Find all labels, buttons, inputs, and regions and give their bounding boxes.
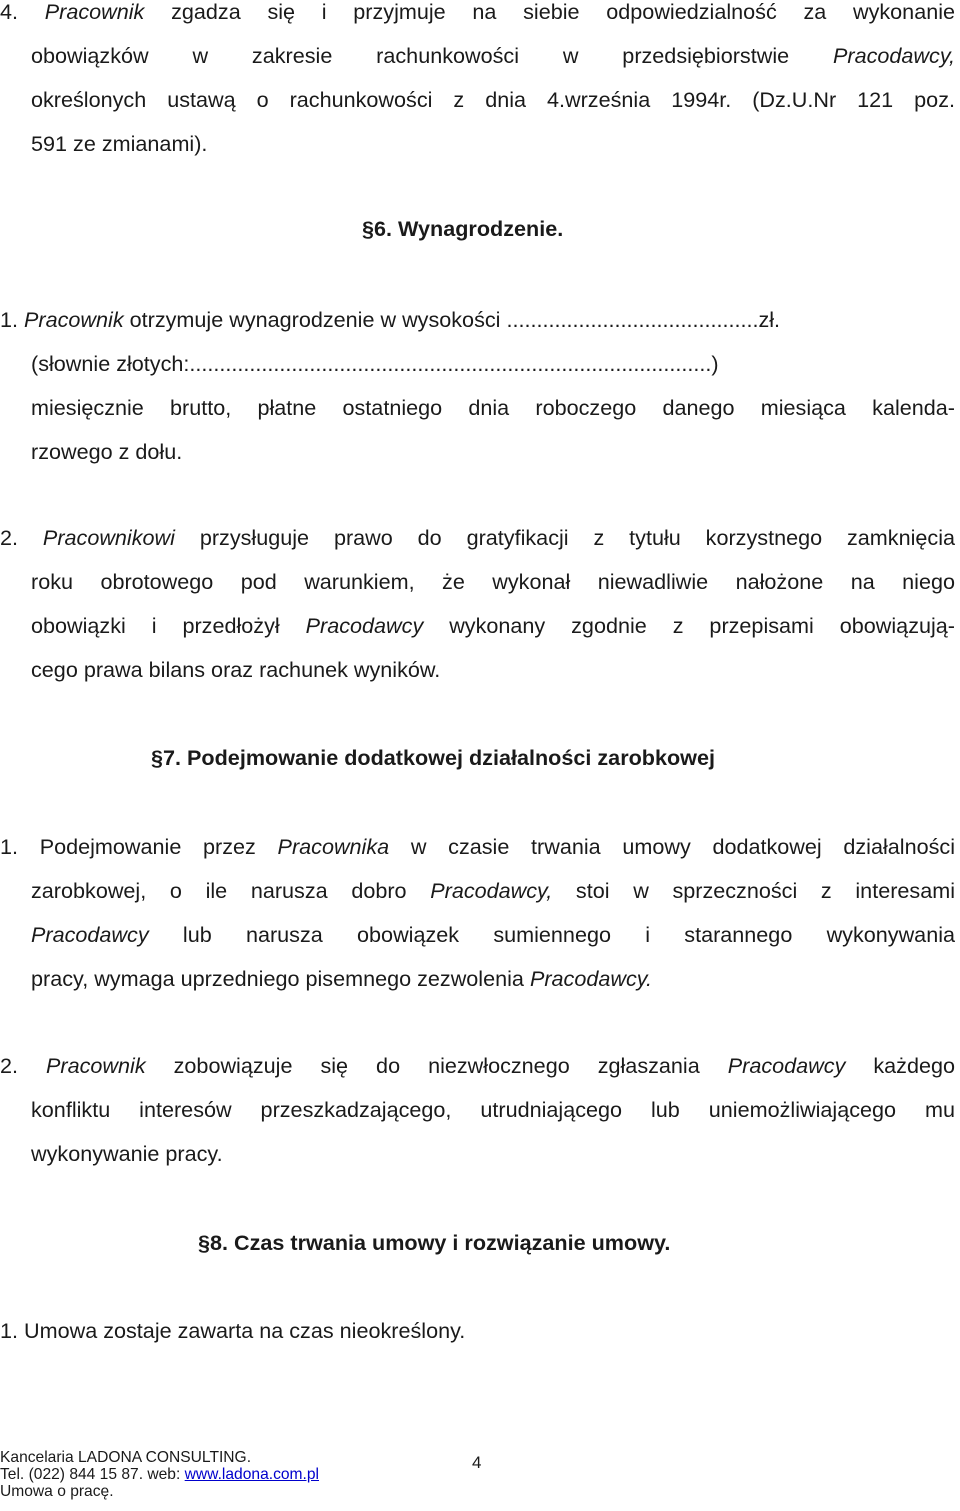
text-line: konfliktu interesów przeszkadzającego, utrudniającego lub uniemożliwiającego mu [31,1097,955,1122]
footer-company: Kancelaria LADONA CONSULTING. [0,1449,252,1466]
text-line: obowiązków w zakresie rachunkowości w przedsiębiorstwie Pracodawcy, [31,43,956,68]
paragraph-8-1 [0,1309,955,1353]
text-line: miesięcznie brutto, płatne ostatniego dnia roboczego danego miesiąca kalenda- [31,395,955,420]
text-line: wykonywanie pracy. [31,1141,223,1166]
section-sign: § [198,1230,211,1255]
text-line: Pracodawcy lub narusza obowiązek sumiennego i starannego wykonywania [31,922,956,947]
text-line: zarobkowej, o ile narusza dobro Pracodawcy, stoi w sprzeczności z interesami [31,878,955,903]
paragraph-6-1 [0,298,955,474]
text-line: rzowego z dołu. [31,439,183,464]
text-line: określonych ustawą o rachunkowości z dnia 4.września 1994r. (Dz.U.Nr 121 poz. [31,87,955,112]
text-line: 2. Pracownikowi przysługuje prawo do gratyfikacji z tytułu korzystnego zamknięcia [0,525,956,550]
section-heading-8: §8. Czas trwania umowy i rozwiązanie umowy. [198,1230,671,1255]
page-number: 4 [472,1453,482,1472]
text-line: 1. Podejmowanie przez Pracownika w czasie trwania umowy dodatkowej działalności [0,834,956,859]
text-line: roku obrotowego pod warunkiem, że wykonał niewadliwie nałożone na niego [31,569,955,594]
text-line: 591 ze zmianami). [31,131,208,156]
text-line: 2. Pracownik zobowiązuje się do niezwłocznego zgłaszania Pracodawcy każdego [0,1053,956,1078]
text-line: 4. Pracownik zgadza się i przyjmuje na siebie odpowiedzialność za wykonanie [0,0,956,24]
footer [0,1449,319,1500]
paragraph-clause-4 [0,0,955,166]
paragraph-7-2 [0,1044,955,1176]
text-line: cego prawa bilans oraz rachunek wyników. [31,657,441,682]
section-heading-7: §7. Podejmowanie dodatkowej działalności zarobkowej [151,745,715,770]
footer-contact: Tel. (022) 844 15 87. web: www.ladona.com.pl [0,1466,319,1483]
text-line: pracy, wymaga uprzedniego pisemnego zezwolenia Pracodawcy. [31,966,652,991]
text-line: 1. Pracownik otrzymuje wynagrodzenie w wysokości ..........................................zł. [0,307,781,332]
paragraph-7-1 [0,825,955,1001]
section-sign: § [362,216,375,241]
text-line: obowiązki i przedłożył Pracodawcy wykonany zgodnie z przepisami obowiązują- [31,613,955,638]
section-heading-6: §6. Wynagrodzenie. [362,216,564,241]
paragraph-6-2 [0,516,955,692]
section-sign: § [151,745,164,770]
text-line: 1. Umowa zostaje zawarta na czas nieokreślony. [0,1318,466,1343]
footer-document-title: Umowa o pracę. [0,1483,114,1500]
website-link[interactable]: www.ladona.com.pl [184,1466,319,1483]
text-line: (słownie złotych:.......................................................................................) [31,351,719,376]
